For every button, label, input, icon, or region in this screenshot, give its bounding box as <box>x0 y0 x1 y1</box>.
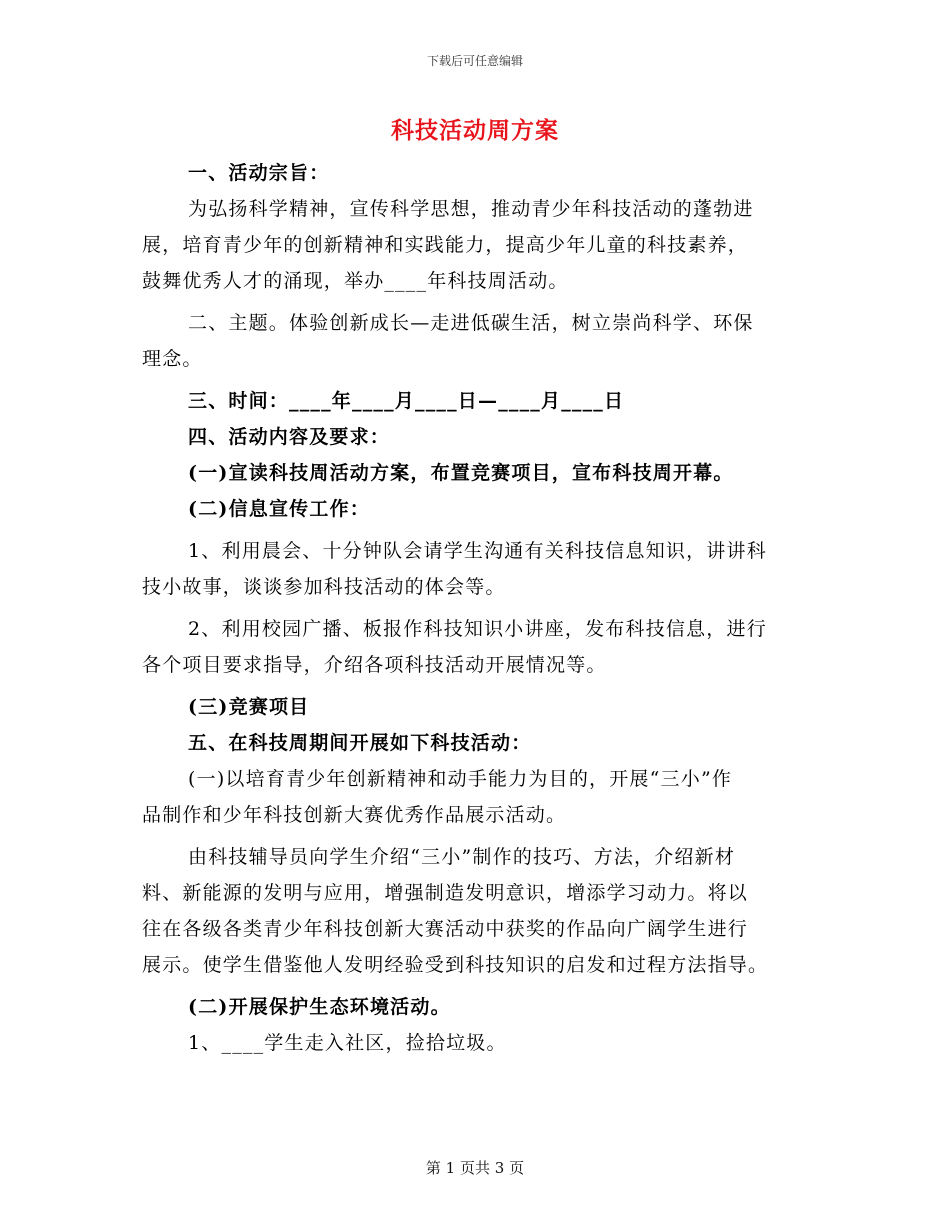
list-item-line: 各个项目要求指导，介绍各项科技活动开展情况等。 <box>142 654 607 676</box>
paragraph-line: 鼓舞优秀人才的涌现，举办____年科技周活动。 <box>142 270 569 292</box>
subsection-heading: (三)竞赛项目 <box>188 696 310 718</box>
section-heading-activities: 五、在科技周期间开展如下科技活动： <box>188 732 532 754</box>
paragraph-line: 往在各级各类青少年科技创新大赛活动中获奖的作品向广阔学生进行 <box>142 918 749 940</box>
paragraph-line: 理念。 <box>142 348 203 370</box>
paragraph-line: (一)以培育青少年创新精神和动手能力为目的，开展“三小”作 <box>188 768 733 790</box>
subsection-heading: (一)宣读科技周活动方案，布置竞赛项目，宣布科技周开幕。 <box>188 462 734 484</box>
paragraph-line-theme: 二、主题。体验创新成长—走进低碳生活，树立崇尚科学、环保 <box>188 312 754 334</box>
list-item-line: 技小故事，谈谈参加科技活动的体会等。 <box>142 576 506 598</box>
section-heading-content: 四、活动内容及要求： <box>188 426 391 448</box>
paragraph-line: 品制作和少年科技创新大赛优秀作品展示活动。 <box>142 804 567 826</box>
section-heading-purpose: 一、活动宗旨： <box>188 162 330 184</box>
paragraph-line: 料、新能源的发明与应用，增强制造发明意识，增添学习动力。将以 <box>142 882 749 904</box>
document-title: 科技活动周方案 <box>391 117 559 144</box>
list-item-line: 1、利用晨会、十分钟队会请学生沟通有关科技信息知识，讲讲科 <box>188 540 767 562</box>
subsection-heading: (二)信息宣传工作： <box>188 498 370 520</box>
list-item-line: 1、____学生走入社区，捡拾垃圾。 <box>188 1032 507 1054</box>
document-body <box>142 155 810 1061</box>
subsection-heading: (二)开展保护生态环境活动。 <box>188 996 451 1018</box>
paragraph-line: 为弘扬科学精神，宣传科学思想，推动青少年科技活动的蓬勃进 <box>188 198 754 220</box>
section-heading-time: 三、时间：____年____月____日—____月____日 <box>188 390 625 412</box>
list-item-line: 2、利用校园广播、板报作科技知识小讲座，发布科技信息，进行 <box>188 618 767 640</box>
paragraph-line: 展，培育青少年的创新精神和实践能力，提高少年儿童的科技素养， <box>142 234 749 256</box>
page-header: 下载后可任意编辑 <box>426 54 523 68</box>
paragraph-line: 由科技辅导员向学生介绍“三小”制作的技巧、方法，介绍新材 <box>188 846 736 868</box>
page-footer: 第 1 页共 3 页 <box>425 1159 525 1177</box>
paragraph-line: 展示。使学生借鉴他人发明经验受到科技知识的启发和过程方法指导。 <box>142 954 769 976</box>
